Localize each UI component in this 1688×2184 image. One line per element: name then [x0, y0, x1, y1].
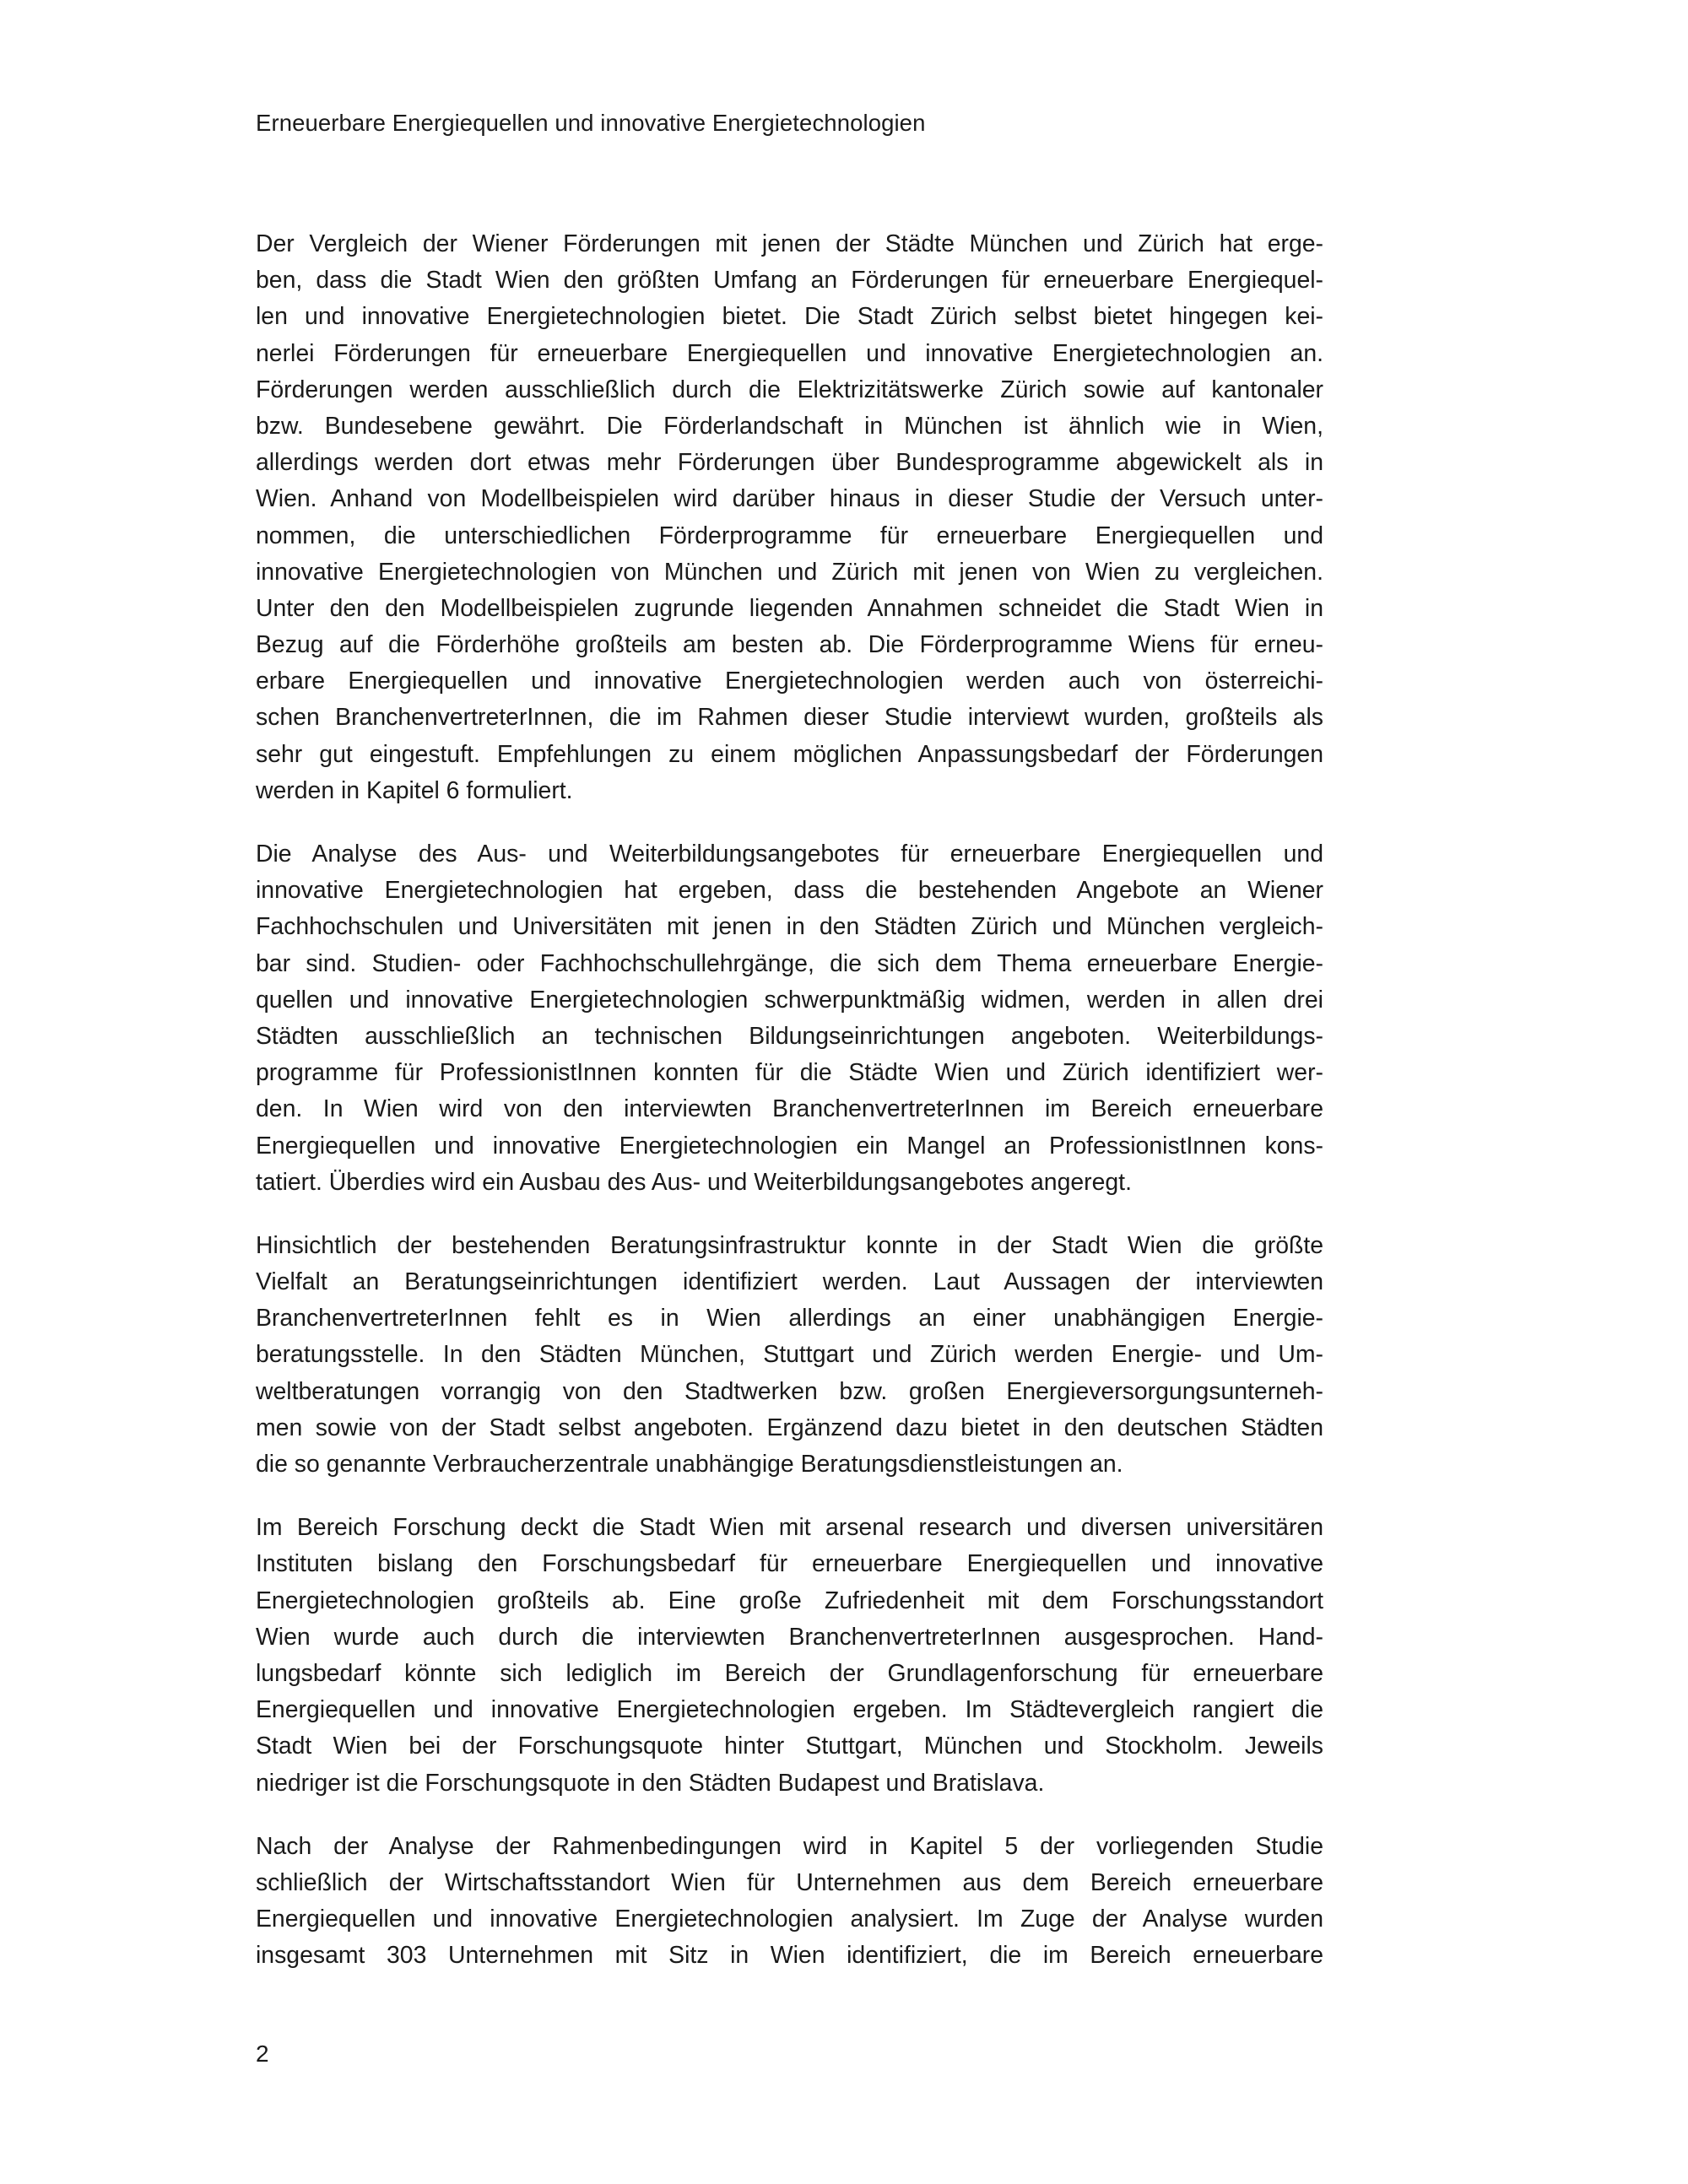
text-line: beratungsstelle. In den Städten München, Stuttgart und Zürich werden Energie- und Um-	[256, 1341, 1323, 1369]
text-line: men sowie von der Stadt selbst angeboten. Ergänzend dazu bietet in den deutschen Städten	[256, 1414, 1323, 1441]
text-line: den. In Wien wird von den interviewten BranchenvertreterInnen im Bereich erneuerbare	[256, 1095, 1323, 1123]
text-line: Im Bereich Forschung deckt die Stadt Wien mit arsenal research und diversen universitären	[256, 1514, 1323, 1542]
text-line: allerdings werden dort etwas mehr Förderungen über Bundesprogramme abgewickelt als in	[256, 449, 1323, 477]
text-line: bzw. Bundesebene gewährt. Die Förderlandschaft in München ist ähnlich wie in Wien,	[256, 412, 1323, 440]
text-line: Energiequellen und innovative Energietechnologien ein Mangel an ProfessionistInnen kons-	[256, 1132, 1323, 1160]
text-line: tatiert. Überdies wird ein Ausbau des Aus- und Weiterbildungsangebotes angeregt.	[256, 1168, 1132, 1196]
text-line: Die Analyse des Aus- und Weiterbildungsangebotes für erneuerbare Energiequellen und	[256, 841, 1323, 868]
text-line: schen BranchenvertreterInnen, die im Rahmen dieser Studie interviewt wurden, großteils als	[256, 704, 1323, 732]
text-line: Wien wurde auch durch die interviewten BranchenvertreterInnen ausgesprochen. Hand-	[256, 1623, 1323, 1651]
running-header: Erneuerbare Energiequellen und innovative Energietechnologien	[256, 110, 926, 136]
text-line: sehr gut eingestuft. Empfehlungen zu einem möglichen Anpassungsbedarf der Förderungen	[256, 740, 1323, 768]
text-line: Unter den den Modellbeispielen zugrunde liegenden Annahmen schneidet die Stadt Wien in	[256, 594, 1323, 622]
text-line: niedriger ist die Forschungsquote in den Städten Budapest und Bratislava.	[256, 1769, 1045, 1797]
text-line: innovative Energietechnologien von München und Zürich mit jenen von Wien zu vergleichen.	[256, 558, 1323, 586]
text-line: Bezug auf die Förderhöhe großteils am besten ab. Die Förderprogramme Wiens für erneu-	[256, 631, 1323, 659]
text-line: die so genannte Verbraucherzentrale unabhängige Beratungsdienstleistungen an.	[256, 1451, 1123, 1478]
text-line: Instituten bislang den Forschungsbedarf für erneuerbare Energiequellen und innovative	[256, 1550, 1323, 1578]
text-line: lungsbedarf könnte sich lediglich im Bereich der Grundlagenforschung für erneuerbare	[256, 1659, 1323, 1687]
text-line: BranchenvertreterInnen fehlt es in Wien allerdings an einer unabhängigen Energie-	[256, 1305, 1323, 1333]
text-line: insgesamt 303 Unternehmen mit Sitz in Wien identifiziert, die im Bereich erneuerbare	[256, 1942, 1323, 1970]
text-line: weltberatungen vorrangig von den Stadtwerken bzw. großen Energieversorgungsunterneh-	[256, 1377, 1323, 1405]
text-line: quellen und innovative Energietechnologien schwerpunktmäßig widmen, werden in allen drei	[256, 986, 1323, 1014]
text-line: innovative Energietechnologien hat ergeben, dass die bestehenden Angebote an Wiener	[256, 877, 1323, 905]
text-line: len und innovative Energietechnologien bietet. Die Stadt Zürich selbst bietet hingegen kei-	[256, 303, 1323, 331]
paragraph-research	[256, 1510, 1323, 1802]
text-line: Energiequellen und innovative Energietechnologien ergeben. Im Städtevergleich rangiert die	[256, 1696, 1323, 1724]
text-line: Energiequellen und innovative Energietechnologien analysiert. Im Zuge der Analyse wurden	[256, 1906, 1323, 1933]
text-line: Wien. Anhand von Modellbeispielen wird darüber hinaus in dieser Studie der Versuch unter-	[256, 485, 1323, 513]
text-line: nommen, die unterschiedlichen Förderprogramme für erneuerbare Energiequellen und	[256, 522, 1323, 549]
text-line: Förderungen werden ausschließlich durch die Elektrizitätswerke Zürich sowie auf kantonaler	[256, 376, 1323, 403]
paragraph-education	[256, 836, 1323, 1201]
text-line: Vielfalt an Beratungseinrichtungen identifiziert werden. Laut Aussagen der interviewten	[256, 1268, 1323, 1296]
paragraph-consulting	[256, 1228, 1323, 1483]
paragraph-funding	[256, 226, 1323, 809]
text-line: programme für ProfessionistInnen konnten für die Städte Wien und Zürich identifiziert wer-	[256, 1059, 1323, 1087]
text-line: Hinsichtlich der bestehenden Beratungsinfrastruktur konnte in der Stadt Wien die größte	[256, 1231, 1323, 1259]
text-line: ben, dass die Stadt Wien den größten Umfang an Förderungen für erneuerbare Energiequel-	[256, 267, 1323, 295]
text-line: schließlich der Wirtschaftsstandort Wien für Unternehmen aus dem Bereich erneuerbare	[256, 1868, 1323, 1896]
text-line: nerlei Förderungen für erneuerbare Energiequellen und innovative Energietechnologien an.	[256, 339, 1323, 367]
text-line: Nach der Analyse der Rahmenbedingungen wird in Kapitel 5 der vorliegenden Studie	[256, 1832, 1323, 1860]
text-line: Stadt Wien bei der Forschungsquote hinter Stuttgart, München und Stockholm. Jeweils	[256, 1733, 1323, 1760]
text-line: Fachhochschulen und Universitäten mit jenen in den Städten Zürich und München vergleich-	[256, 913, 1323, 941]
text-line: erbare Energiequellen und innovative Energietechnologien werden auch von österreichi-	[256, 668, 1323, 695]
page-number: 2	[256, 2041, 269, 2067]
paragraph-business-location	[256, 1829, 1323, 1975]
text-line: werden in Kapitel 6 formuliert.	[256, 776, 573, 804]
body-text	[256, 226, 1323, 2001]
text-line: Städten ausschließlich an technischen Bildungseinrichtungen angeboten. Weiterbildungs-	[256, 1022, 1323, 1050]
text-line: Der Vergleich der Wiener Förderungen mit jenen der Städte München und Zürich hat erge-	[256, 230, 1323, 257]
text-line: Energietechnologien großteils ab. Eine große Zufriedenheit mit dem Forschungsstandort	[256, 1587, 1323, 1614]
text-line: bar sind. Studien- oder Fachhochschullehrgänge, die sich dem Thema erneuerbare Energie-	[256, 949, 1323, 977]
